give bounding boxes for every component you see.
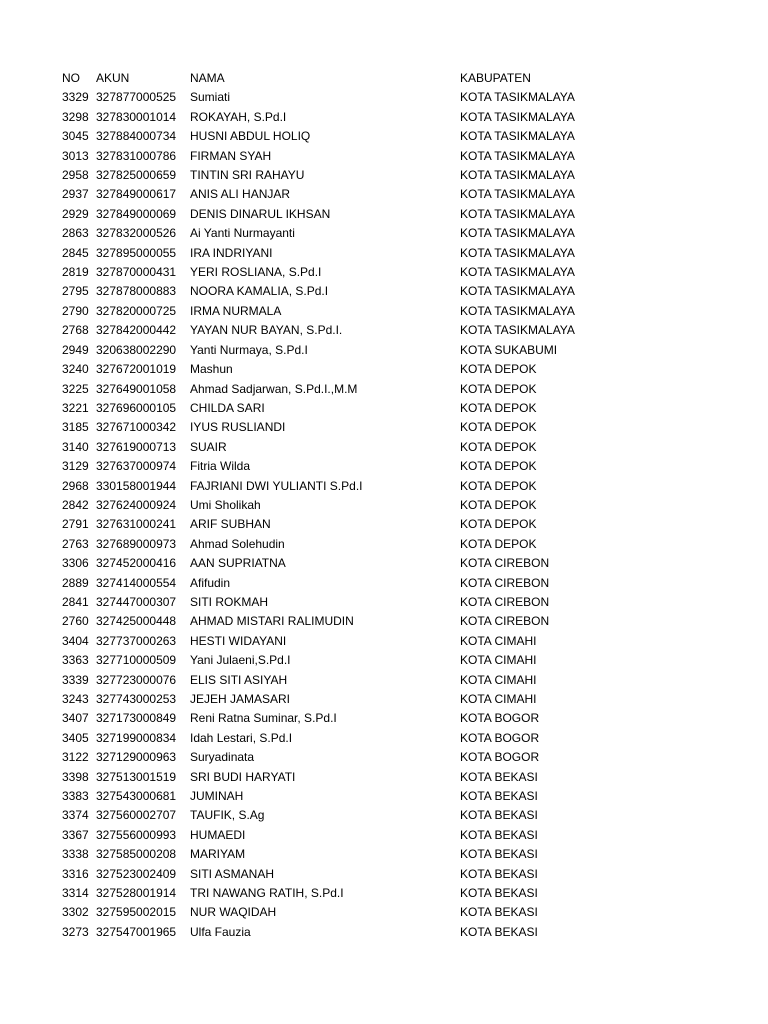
- cell-akun: 327820000725: [96, 303, 177, 318]
- cell-nama: FIRMAN SYAH: [190, 148, 272, 163]
- table-row: [62, 612, 610, 631]
- cell-akun: 320638002290: [96, 342, 177, 357]
- table-row: [62, 865, 610, 884]
- cell-akun: 327737000263: [96, 633, 177, 648]
- cell-akun: 327831000786: [96, 148, 177, 163]
- cell-nama: Suryadinata: [190, 750, 255, 765]
- cell-no: 2768: [62, 323, 89, 338]
- cell-no: 3407: [62, 711, 89, 726]
- cell-akun: 327696000105: [96, 400, 177, 415]
- table-row: [62, 321, 610, 340]
- cell-kabupaten: KOTA DEPOK: [460, 381, 537, 396]
- cell-akun: 327849000069: [96, 206, 177, 221]
- cell-kabupaten: KOTA CIREBON: [460, 575, 550, 590]
- table-row: [62, 360, 610, 379]
- cell-no: 3045: [62, 129, 89, 144]
- cell-kabupaten: KOTA DEPOK: [460, 459, 537, 474]
- cell-no: 3374: [62, 808, 89, 823]
- table-row: [62, 477, 610, 496]
- cell-kabupaten: KOTA DEPOK: [460, 536, 537, 551]
- cell-kabupaten: KOTA BEKASI: [460, 808, 538, 823]
- table-row: [62, 88, 610, 107]
- cell-no: 3398: [62, 769, 89, 784]
- cell-akun: 327631000241: [96, 517, 177, 532]
- cell-akun: 330158001944: [96, 478, 177, 493]
- table-row: [62, 457, 610, 476]
- table-row: [62, 574, 610, 593]
- cell-nama: Idah Lestari, S.Pd.I: [190, 730, 293, 745]
- cell-nama: YAYAN NUR BAYAN, S.Pd.I.: [190, 323, 343, 338]
- table-row: [62, 554, 610, 573]
- header-row: [62, 69, 610, 88]
- table-row: [62, 787, 610, 806]
- cell-kabupaten: KOTA SUKABUMI: [460, 342, 558, 357]
- cell-kabupaten: KOTA TASIKMALAYA: [460, 226, 575, 241]
- table-row: [62, 418, 610, 437]
- cell-kabupaten: KOTA BEKASI: [460, 886, 538, 901]
- cell-kabupaten: KOTA BOGOR: [460, 750, 540, 765]
- table-row: [62, 729, 610, 748]
- table-row: [62, 593, 610, 612]
- cell-akun: 327884000734: [96, 129, 177, 144]
- cell-kabupaten: KOTA BEKASI: [460, 905, 538, 920]
- cell-akun: 327842000442: [96, 323, 177, 338]
- cell-akun: 327585000208: [96, 847, 177, 862]
- cell-no: 3225: [62, 381, 89, 396]
- table-row: [62, 806, 610, 825]
- cell-no: 3339: [62, 672, 89, 687]
- cell-nama: SRI BUDI HARYATI: [190, 769, 296, 784]
- cell-no: 3306: [62, 556, 89, 571]
- cell-nama: SITI ASMANAH: [190, 866, 275, 881]
- cell-no: 2889: [62, 575, 89, 590]
- cell-nama: JEJEH JAMASARI: [190, 692, 291, 706]
- cell-kabupaten: KOTA TASIKMALAYA: [460, 129, 575, 144]
- cell-nama: Sumiati: [190, 90, 231, 105]
- cell-akun: 327830001014: [96, 109, 177, 124]
- cell-nama: SITI ROKMAH: [190, 594, 269, 609]
- cell-akun: 327452000416: [96, 556, 177, 571]
- cell-no: 3329: [62, 90, 89, 105]
- cell-nama: Fitria Wilda: [190, 459, 251, 474]
- cell-akun: 327523002409: [96, 866, 177, 881]
- cell-no: 3185: [62, 420, 89, 435]
- table-row: [62, 671, 610, 690]
- cell-kabupaten: KOTA BEKASI: [460, 866, 538, 881]
- cell-nama: Ai Yanti Nurmayanti: [190, 226, 295, 241]
- table-row: [62, 224, 610, 243]
- table-row: [62, 282, 610, 301]
- cell-no: 3338: [62, 847, 89, 862]
- cell-kabupaten: KOTA DEPOK: [460, 362, 537, 377]
- cell-akun: 327129000963: [96, 750, 177, 765]
- table-row: [62, 166, 610, 185]
- table-row: [62, 496, 610, 515]
- cell-nama: NOORA KAMALIA, S.Pd.I: [190, 284, 329, 299]
- cell-no: 3316: [62, 866, 89, 881]
- cell-kabupaten: KOTA TASIKMALAYA: [460, 90, 575, 105]
- cell-nama: HUSNI ABDUL HOLIQ: [190, 129, 311, 144]
- cell-kabupaten: KOTA CIMAHI: [460, 672, 537, 687]
- cell-no: 3240: [62, 362, 89, 377]
- table-row: [62, 147, 610, 166]
- table-row: [62, 903, 610, 922]
- cell-nama: ROKAYAH, S.Pd.I: [190, 109, 287, 124]
- header-no: NO: [62, 71, 80, 85]
- cell-kabupaten: KOTA TASIKMALAYA: [460, 109, 575, 124]
- cell-akun: 327425000448: [96, 614, 177, 629]
- cell-no: 3363: [62, 653, 89, 668]
- cell-no: 3383: [62, 789, 89, 804]
- cell-no: 2760: [62, 614, 89, 629]
- cell-nama: CHILDA SARI: [190, 400, 265, 415]
- cell-akun: 327849000617: [96, 187, 177, 202]
- cell-no: 2763: [62, 536, 89, 551]
- table-row: [62, 438, 610, 457]
- cell-kabupaten: KOTA CIMAHI: [460, 633, 537, 648]
- cell-nama: YERI ROSLIANA, S.Pd.I: [190, 265, 322, 280]
- cell-no: 2949: [62, 342, 89, 357]
- cell-no: 2863: [62, 226, 89, 241]
- cell-akun: 327619000713: [96, 439, 177, 454]
- table-row: [62, 302, 610, 321]
- cell-kabupaten: KOTA BOGOR: [460, 711, 540, 726]
- cell-nama: IRMA NURMALA: [190, 303, 282, 318]
- cell-akun: 327528001914: [96, 886, 177, 901]
- cell-kabupaten: KOTA TASIKMALAYA: [460, 168, 575, 183]
- cell-nama: SUAIR: [190, 439, 227, 454]
- cell-nama: ARIF SUBHAN: [190, 517, 271, 532]
- cell-akun: 327560002707: [96, 808, 177, 823]
- cell-akun: 327547001965: [96, 924, 177, 939]
- cell-nama: AHMAD MISTARI RALIMUDIN: [190, 614, 354, 629]
- cell-akun: 327710000509: [96, 653, 177, 668]
- cell-no: 2819: [62, 265, 89, 280]
- cell-kabupaten: KOTA DEPOK: [460, 400, 537, 415]
- cell-nama: JUMINAH: [190, 789, 244, 804]
- cell-nama: ANIS ALI HANJAR: [190, 187, 291, 202]
- cell-no: 3302: [62, 905, 89, 920]
- table-row: [62, 768, 610, 787]
- cell-kabupaten: KOTA TASIKMALAYA: [460, 284, 575, 299]
- cell-kabupaten: KOTA TASIKMALAYA: [460, 265, 575, 280]
- header-kabupaten: KABUPATEN: [460, 71, 531, 85]
- table-row: [62, 923, 610, 942]
- table-row: [62, 709, 610, 728]
- cell-kabupaten: KOTA CIREBON: [460, 556, 550, 571]
- cell-nama: Ulfa Fauzia: [190, 924, 251, 939]
- table-row: [62, 341, 610, 360]
- cell-no: 2937: [62, 187, 89, 202]
- cell-kabupaten: KOTA BEKASI: [460, 847, 538, 862]
- cell-nama: FAJRIANI DWI YULIANTI S.Pd.I: [190, 478, 363, 493]
- cell-no: 2968: [62, 478, 89, 493]
- cell-nama: Yanti Nurmaya, S.Pd.I: [190, 342, 308, 357]
- cell-kabupaten: KOTA TASIKMALAYA: [460, 148, 575, 163]
- header-akun: AKUN: [96, 71, 130, 85]
- cell-kabupaten: KOTA BOGOR: [460, 730, 540, 745]
- cell-nama: Mashun: [190, 362, 233, 377]
- cell-nama: HESTI WIDAYANI: [190, 633, 287, 648]
- cell-no: 2791: [62, 517, 89, 532]
- table-row: [62, 845, 610, 864]
- cell-nama: Umi Sholikah: [190, 497, 261, 512]
- table-row: [62, 690, 610, 709]
- table-row: [62, 884, 610, 903]
- cell-no: 3221: [62, 400, 89, 415]
- cell-no: 2790: [62, 303, 89, 318]
- table-row: [62, 127, 610, 146]
- cell-nama: Ahmad Solehudin: [190, 536, 285, 551]
- cell-akun: 327895000055: [96, 245, 177, 260]
- cell-nama: Afifudin: [190, 575, 231, 590]
- cell-kabupaten: KOTA DEPOK: [460, 439, 537, 454]
- cell-akun: 327671000342: [96, 420, 177, 435]
- cell-nama: TAUFIK, S.Ag: [190, 808, 265, 823]
- table-row: [62, 185, 610, 204]
- cell-no: 2795: [62, 284, 89, 299]
- cell-no: 2958: [62, 168, 89, 183]
- cell-nama: TINTIN SRI RAHAYU: [190, 168, 305, 183]
- cell-no: 3013: [62, 148, 89, 163]
- cell-nama: Reni Ratna Suminar, S.Pd.I: [190, 711, 337, 726]
- cell-kabupaten: KOTA BEKASI: [460, 789, 538, 804]
- cell-nama: Ahmad Sadjarwan, S.Pd.I.,M.M: [190, 381, 358, 396]
- cell-kabupaten: KOTA BEKASI: [460, 924, 538, 939]
- cell-kabupaten: KOTA TASIKMALAYA: [460, 245, 575, 260]
- table-row: [62, 651, 610, 670]
- cell-kabupaten: KOTA CIMAHI: [460, 692, 537, 706]
- table-row: [62, 380, 610, 399]
- table-body: [62, 88, 610, 942]
- table-header: [62, 69, 610, 88]
- cell-no: 3140: [62, 439, 89, 454]
- table-row: [62, 826, 610, 845]
- table-row: [62, 399, 610, 418]
- cell-akun: 327513001519: [96, 769, 177, 784]
- cell-no: 2929: [62, 206, 89, 221]
- cell-nama: AAN SUPRIATNA: [190, 556, 286, 571]
- cell-no: 2842: [62, 497, 89, 512]
- cell-akun: 327878000883: [96, 284, 177, 299]
- cell-kabupaten: KOTA DEPOK: [460, 517, 537, 532]
- cell-akun: 327877000525: [96, 90, 177, 105]
- table-row: [62, 535, 610, 554]
- cell-no: 3298: [62, 109, 89, 124]
- cell-nama: IYUS RUSLIANDI: [190, 420, 286, 435]
- table-row: [62, 205, 610, 224]
- cell-akun: 327672001019: [96, 362, 177, 377]
- cell-kabupaten: KOTA TASIKMALAYA: [460, 323, 575, 338]
- cell-kabupaten: KOTA TASIKMALAYA: [460, 206, 575, 221]
- cell-no: 3404: [62, 633, 89, 648]
- cell-no: 3405: [62, 730, 89, 745]
- cell-akun: 327743000253: [96, 692, 177, 706]
- cell-nama: NUR WAQIDAH: [190, 905, 277, 920]
- cell-no: 3314: [62, 886, 89, 901]
- cell-kabupaten: KOTA BEKASI: [460, 769, 538, 784]
- cell-kabupaten: KOTA CIREBON: [460, 594, 550, 609]
- table-row: [62, 632, 610, 651]
- cell-kabupaten: KOTA BEKASI: [460, 827, 538, 842]
- roster-table: [62, 69, 610, 942]
- cell-akun: 327624000924: [96, 497, 177, 512]
- table-row: [62, 244, 610, 263]
- cell-nama: ELIS SITI ASIYAH: [190, 672, 288, 687]
- cell-kabupaten: KOTA TASIKMALAYA: [460, 187, 575, 202]
- cell-akun: 327173000849: [96, 711, 177, 726]
- cell-akun: 327414000554: [96, 575, 177, 590]
- cell-kabupaten: KOTA DEPOK: [460, 478, 537, 493]
- cell-kabupaten: KOTA DEPOK: [460, 497, 537, 512]
- cell-akun: 327723000076: [96, 672, 177, 687]
- cell-akun: 327556000993: [96, 827, 177, 842]
- cell-nama: DENIS DINARUL IKHSAN: [190, 206, 331, 221]
- cell-akun: 327870000431: [96, 265, 177, 280]
- cell-kabupaten: KOTA CIREBON: [460, 614, 550, 629]
- cell-akun: 327543000681: [96, 789, 177, 804]
- table-row: [62, 748, 610, 767]
- cell-no: 2841: [62, 594, 89, 609]
- cell-kabupaten: KOTA DEPOK: [460, 420, 537, 435]
- cell-nama: TRI NAWANG RATIH, S.Pd.I: [190, 886, 344, 901]
- cell-akun: 327637000974: [96, 459, 177, 474]
- cell-kabupaten: KOTA TASIKMALAYA: [460, 303, 575, 318]
- cell-akun: 327832000526: [96, 226, 177, 241]
- cell-akun: 327825000659: [96, 168, 177, 183]
- cell-nama: HUMAEDI: [190, 827, 246, 842]
- table-row: [62, 263, 610, 282]
- cell-nama: MARIYAM: [190, 847, 246, 862]
- cell-akun: 327595002015: [96, 905, 177, 920]
- table-row: [62, 515, 610, 534]
- cell-akun: 327649001058: [96, 381, 177, 396]
- cell-no: 3129: [62, 459, 89, 474]
- cell-nama: IRA INDRIYANI: [190, 245, 273, 260]
- cell-no: 3243: [62, 692, 89, 706]
- cell-akun: 327689000973: [96, 536, 177, 551]
- header-nama: NAMA: [190, 71, 225, 85]
- cell-kabupaten: KOTA CIMAHI: [460, 653, 537, 668]
- cell-no: 2845: [62, 245, 89, 260]
- cell-akun: 327199000834: [96, 730, 177, 745]
- cell-no: 3273: [62, 924, 89, 939]
- table-row: [62, 108, 610, 127]
- cell-akun: 327447000307: [96, 594, 177, 609]
- cell-no: 3367: [62, 827, 89, 842]
- cell-nama: Yani Julaeni,S.Pd.I: [190, 653, 291, 668]
- cell-no: 3122: [62, 750, 89, 765]
